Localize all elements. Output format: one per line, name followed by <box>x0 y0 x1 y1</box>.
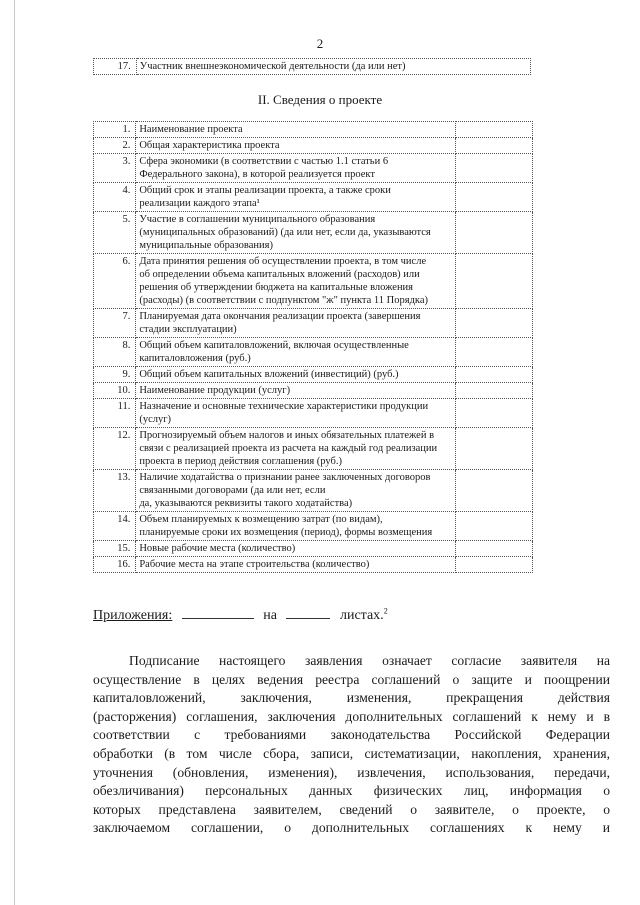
row-number: 2. <box>94 138 136 154</box>
scan-left-edge <box>14 0 15 905</box>
row-number: 9. <box>94 367 136 383</box>
row-value-cell <box>456 183 533 212</box>
row-label: Рабочие места на этапе строительства (количество) <box>136 557 456 573</box>
row-label: Общий срок и этапы реализации проекта, а также сроки реализации каждого этапа¹ <box>136 183 456 212</box>
attachments-label: Приложения: <box>93 608 173 623</box>
table-row <box>94 557 533 573</box>
table-row <box>94 154 533 183</box>
row-value-cell <box>456 122 533 138</box>
row-value-cell <box>456 254 533 309</box>
row-number: 11. <box>94 399 136 428</box>
attachments-footnote-mark: 2 <box>383 606 388 616</box>
applicant-info-table-body <box>94 59 531 75</box>
paragraph-line: обезличивания) персональных данных физических лиц, информация о <box>93 783 610 799</box>
row-number: 8. <box>94 338 136 367</box>
row-label: Дата принятия решения об осуществлении проекта, в том числе об определении объема капитальных вложений (расходов) или решения об утверждении бюджета на капитальные вложения (расходы) (в соответствии с подпунктом "ж" пункта 11 Порядка) <box>136 254 456 309</box>
row-value-cell <box>456 212 533 254</box>
row-label: Общая характеристика проекта <box>136 138 456 154</box>
row-number: 16. <box>94 557 136 573</box>
row-label: Общий объем капитальных вложений (инвестиций) (руб.) <box>136 367 456 383</box>
row-label: Участие в соглашении муниципального образования (муниципальных образований) (да или нет, если да, указываются муниципальные образования) <box>136 212 456 254</box>
table-row <box>94 212 533 254</box>
table-row <box>94 59 531 75</box>
row-value-cell <box>456 383 533 399</box>
row-value-cell <box>456 138 533 154</box>
table-row <box>94 383 533 399</box>
paragraph-line: капиталовложений, заключения, изменения, прекращения действия <box>93 690 610 706</box>
row-number: 13. <box>94 470 136 512</box>
paragraph-line: заключаемом соглашении, о дополнительных соглашениях к нему и <box>93 820 610 836</box>
row-value-cell <box>456 512 533 541</box>
row-number: 6. <box>94 254 136 309</box>
section-title: II. Сведения о проекте <box>257 92 383 107</box>
row-number: 15. <box>94 541 136 557</box>
row-value-cell <box>456 399 533 428</box>
row-label: Назначение и основные технические характеристики продукции (услуг) <box>136 399 456 428</box>
paragraph-line: которых представлена заявителем, сведений о заявителе, о проекте, о <box>93 801 610 817</box>
table-row <box>94 470 533 512</box>
attachments-line <box>93 606 388 624</box>
row-value-cell <box>456 154 533 183</box>
applicant-info-table <box>93 58 531 75</box>
table-row <box>94 122 533 138</box>
row-value-cell <box>456 557 533 573</box>
row-label: Наименование продукции (услуг) <box>136 383 456 399</box>
row-number: 17. <box>94 59 137 75</box>
table-row <box>94 428 533 470</box>
project-info-table-body <box>94 122 533 573</box>
table-row <box>94 338 533 367</box>
table-row <box>94 183 533 212</box>
row-label: Наименование проекта <box>136 122 456 138</box>
paragraph-line: уточнения (обновления, изменения), извлечения, использования, передачи, <box>93 764 610 780</box>
table-row <box>94 512 533 541</box>
row-value-cell <box>456 541 533 557</box>
attachments-count-blank <box>182 606 254 619</box>
row-label: Объем планируемых к возмещению затрат (по видам), планируемые сроки их возмещения (период), формы возмещения <box>136 512 456 541</box>
page-number: 2 <box>316 36 324 51</box>
row-number: 10. <box>94 383 136 399</box>
table-row <box>94 541 533 557</box>
table-row <box>94 254 533 309</box>
consent-paragraph-text <box>93 652 610 838</box>
row-number: 1. <box>94 122 136 138</box>
row-value-cell <box>456 428 533 470</box>
row-value-cell <box>456 338 533 367</box>
attachments-sheets-text: листах. <box>339 608 384 623</box>
attachments-on-text: на <box>263 608 277 623</box>
row-value-cell <box>456 367 533 383</box>
row-label: Наличие ходатайства о признании ранее заключенных договоров связанными договорами (да или нет, если да, указываются реквизиты такого ходатайства) <box>136 470 456 512</box>
consent-paragraph <box>93 652 610 838</box>
row-label: Сфера экономики (в соответствии с частью 1.1 статьи 6 Федерального закона), в которой реализуется проект <box>136 154 456 183</box>
paragraph-line: соответствии с требованиями законодательства Российской Федерации <box>93 727 610 743</box>
project-info-table <box>93 121 533 573</box>
row-label: Прогнозируемый объем налогов и иных обязательных платежей в связи с реализацией проекта из расчета на каждый год реализации проекта в период действия соглашения (руб.) <box>136 428 456 470</box>
table-row <box>94 138 533 154</box>
row-value-cell <box>456 309 533 338</box>
row-number: 3. <box>94 154 136 183</box>
attachments-sheets-blank <box>286 606 330 619</box>
paragraph-line: обработки (в том числе сбора, записи, систематизации, накопления, хранения, <box>93 745 610 761</box>
row-label: Новые рабочие места (количество) <box>136 541 456 557</box>
row-label: Участник внешнеэкономической деятельности (да или нет) <box>136 59 530 75</box>
paragraph-line: осуществление в целях ведения реестра соглашений о защите и поощрении <box>93 671 610 687</box>
row-number: 12. <box>94 428 136 470</box>
table-row <box>94 399 533 428</box>
table-row <box>94 367 533 383</box>
row-label: Общий объем капиталовложений, включая осуществленные капиталовложения (руб.) <box>136 338 456 367</box>
table-row <box>94 309 533 338</box>
paragraph-line: Подписание настоящего заявления означает согласие заявителя на <box>129 653 610 668</box>
row-label: Планируемая дата окончания реализации проекта (завершения стадии эксплуатации) <box>136 309 456 338</box>
row-value-cell <box>456 470 533 512</box>
row-number: 14. <box>94 512 136 541</box>
row-number: 7. <box>94 309 136 338</box>
row-number: 4. <box>94 183 136 212</box>
paragraph-line: (расторжения) соглашения, заключения дополнительных соглашений к нему и в <box>93 708 610 724</box>
row-number: 5. <box>94 212 136 254</box>
